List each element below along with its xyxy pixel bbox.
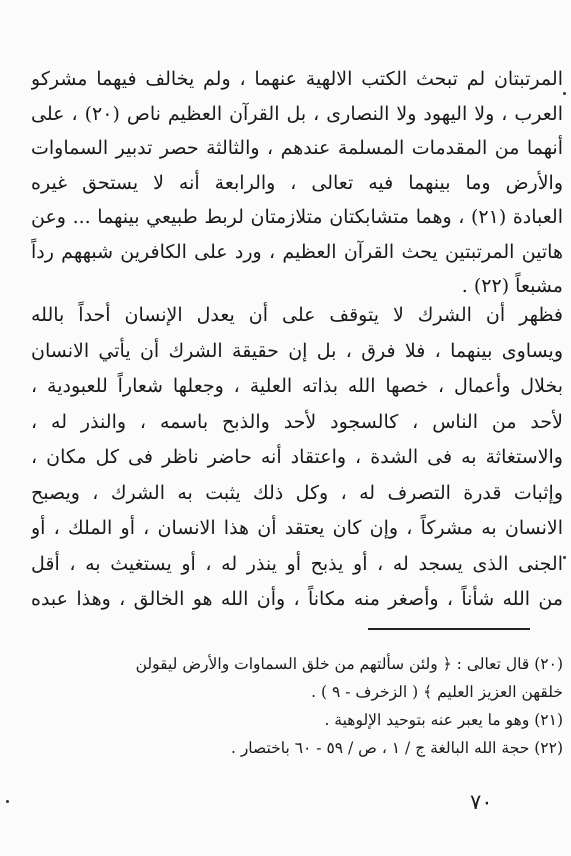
scan-speck — [563, 92, 566, 95]
page-number: ٧٠ — [470, 790, 493, 814]
text-line: العرب ، ولا اليهود ولا النصارى ، بل القرآن العظيم ناص (٢٠) ، على — [31, 102, 563, 125]
scan-speck — [563, 556, 566, 559]
text-line: والأرض وما بينهما فيه تعالى ، والرابعة أنه لا يستحق غيره — [31, 171, 563, 194]
text-line: الانسان به مشركاً ، وإن كان يعتقد أن هذا الانسان ، أو الملك ، أو — [31, 517, 563, 539]
text-line: فظهر أن الشرك لا يتوقف على أن يعدل الإنسان أحداً بالله — [31, 304, 563, 326]
footnote-separator — [368, 628, 530, 630]
paragraph-1 — [31, 62, 563, 304]
text-line: الجنى الذى يسجد له ، أو يذبح أو ينذر له ، أو يستغيث به ، أقل — [31, 552, 563, 575]
text-line: المرتبتان لم تبحث الكتب الالهية عنهما ، ولم يخالف فيهما مشركو — [31, 68, 563, 90]
footnote-line: (٢٠) قال تعالى : ﴿ ولئن سألتهم من خلق السماوات والأرض ليقولن — [135, 655, 563, 673]
scan-speck — [6, 800, 9, 803]
text-line: والاستغاثة به فى الشدة ، واعتقاد أنه حاضر ناظر فى كل مكان ، — [31, 446, 563, 468]
text-line: لأحد من الناس ، كالسجود لأحد والذبح باسمه ، والنذر له ، — [31, 410, 563, 433]
text-line: هاتين المرتبتين يحث القرآن العظيم ، ورد على الكافرين شبههم رداً — [31, 240, 563, 263]
text-line: مشبعاً (٢٢) . — [461, 275, 563, 297]
footnote-line: (٢٢) حجة الله البالغة ج / ١ ، ص / ٥٩ - ٦٠ باختصار . — [230, 739, 563, 757]
text-line: من الله شأناً ، وأصغر منه مكاناً ، وأن الله هو الخالق ، وهذا عبده — [31, 588, 563, 610]
text-line: العبادة (٢١) ، وهما متشابكتان متلازمتان لربط طبيعي بينهما ... وعن — [31, 206, 563, 228]
text-line: بخلال وأعمال ، خصها الله بذاته العلية ، وجعلها شعاراً للعبودية ، — [31, 375, 563, 397]
text-line: ويساوى بينهما ، فلا فرق ، بل إن حقيقة الشرك أن يأتي الانسان — [31, 339, 563, 362]
text-line: أنهما من المقدمات المسلمة عندهم ، والثالثة حصر تدبير السماوات — [31, 137, 563, 159]
footnote-line: خلقهن العزيز العليم ﴾ ( الزخرف - ٩ ) . — [311, 683, 563, 701]
footnote-line: (٢١) وهو ما يعبر عنه بتوحيد الإلوهية . — [324, 711, 563, 729]
paragraph-2 — [31, 298, 563, 618]
text-line: وإثبات قدرة التصرف له ، وكل ذلك يثبت به الشرك ، ويصبح — [31, 481, 563, 504]
footnotes — [31, 650, 563, 762]
